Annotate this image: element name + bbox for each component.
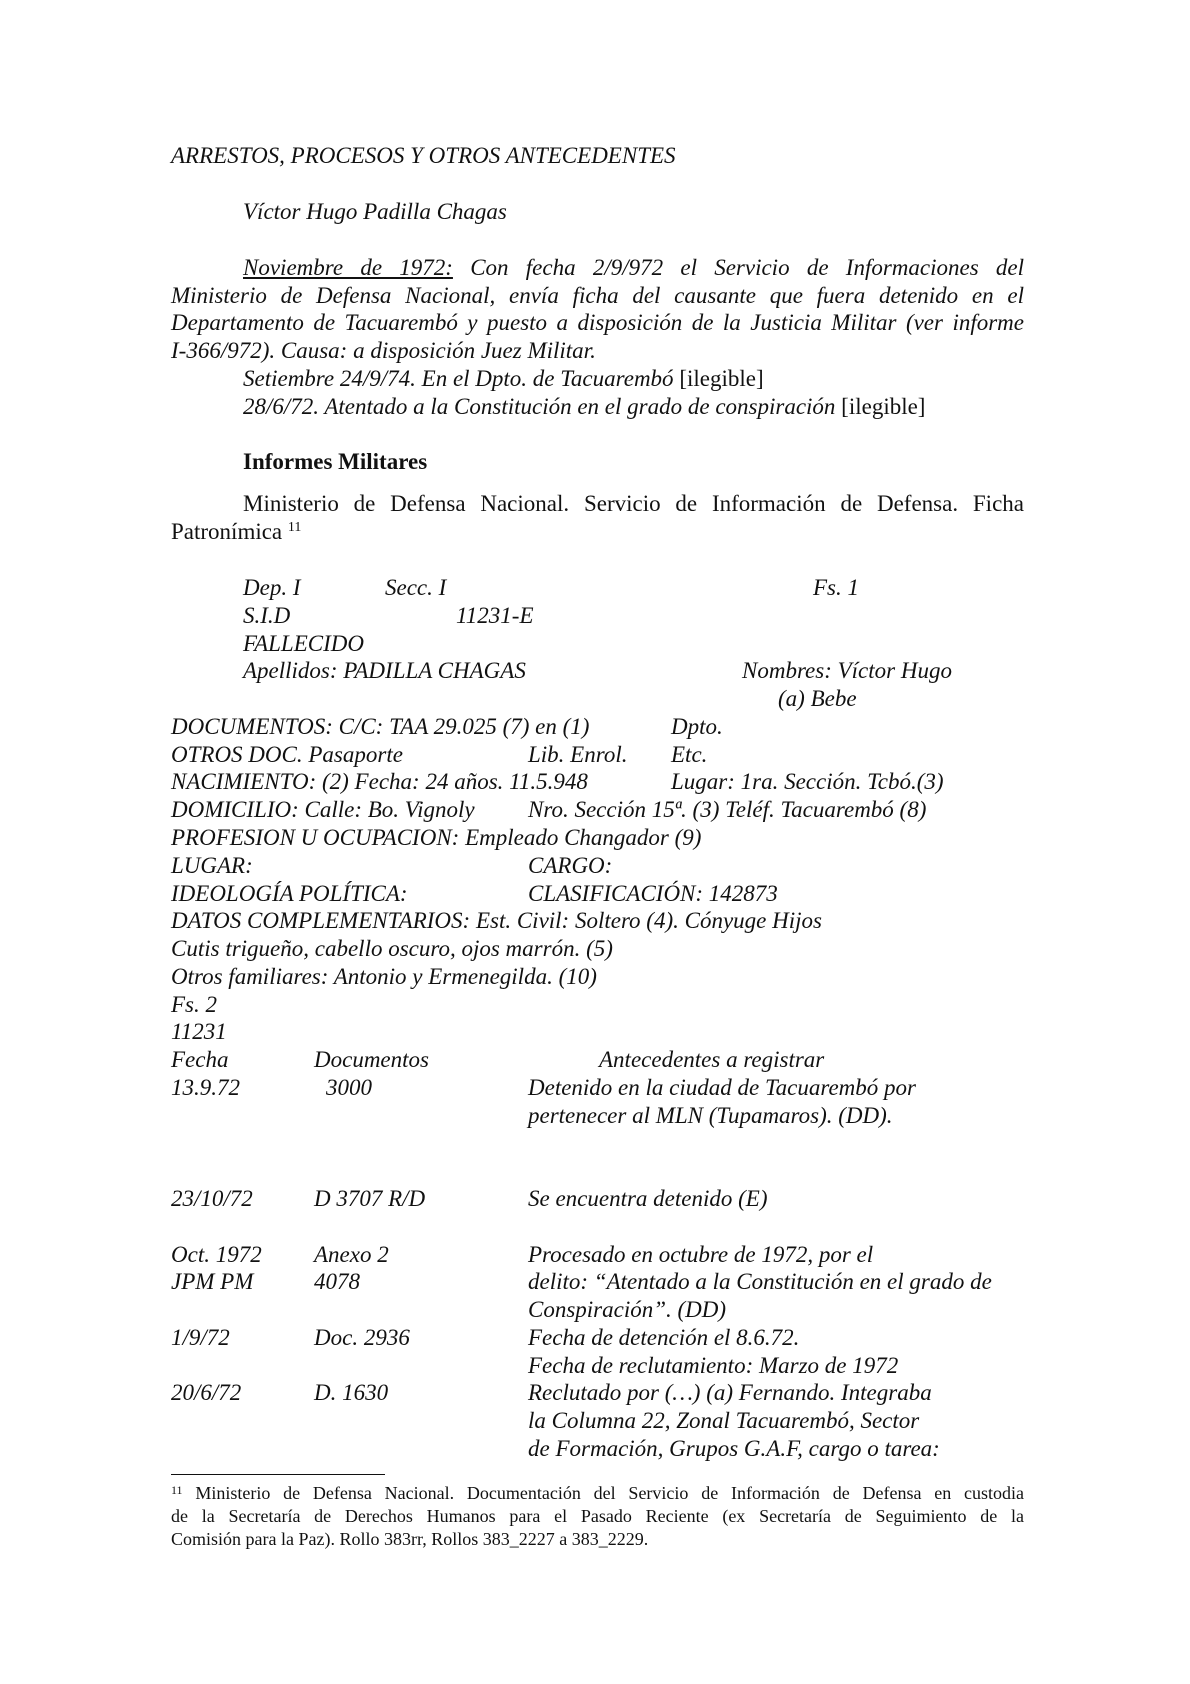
- ficha-dep: Dep. I: [243, 575, 301, 600]
- table-row-5-line2: la Columna 22, Zonal Tacuarembó, Sector: [528, 1408, 920, 1433]
- ficha-sid: S.I.D: [243, 603, 291, 628]
- intro-line5-text: Setiembre 24/9/74. En el Dpto. de Tacuarembó: [243, 366, 674, 391]
- section-title: Informes Militares: [243, 449, 428, 474]
- ficha-number2: 11231: [171, 1019, 227, 1044]
- table-row-3-fecha2: JPM PM: [171, 1269, 254, 1294]
- table-row-5-line3: de Formación, Grupos G.A.F, cargo o tarea:: [528, 1436, 940, 1461]
- table-row-1-line1: Detenido en la ciudad de Tacuarembó por: [528, 1075, 916, 1100]
- ministry-line1: Ministerio de Defensa Nacional. Servicio de Información de Defensa. Ficha: [243, 491, 1024, 516]
- ficha-lugar: LUGAR:: [171, 853, 253, 878]
- ficha-profesion: PROFESION U OCUPACION: Empleado Changador (9): [171, 825, 702, 850]
- ministry-paragraph: [171, 490, 1024, 545]
- ficha-nacimiento: NACIMIENTO: (2) Fecha: 24 años. 11.5.948: [171, 769, 588, 794]
- table-row-3-line2: delito: “Atentado a la Constitución en el grado de: [528, 1269, 992, 1294]
- intro-line2: Ministerio de Defensa Nacional, envía ficha del causante que fuera detenido en el: [171, 282, 1024, 308]
- ficha-domicilio: DOMICILIO: Calle: Bo. Vignoly: [171, 797, 475, 822]
- footnote-number: 11: [171, 1483, 183, 1497]
- table-row-3-fecha: Oct. 1972: [171, 1242, 262, 1267]
- ficha-fs2: Fs. 2: [171, 992, 217, 1017]
- footnote: [171, 1482, 1024, 1551]
- ficha-otros-doc: OTROS DOC. Pasaporte: [171, 742, 403, 767]
- heading: ARRESTOS, PROCESOS Y OTROS ANTECEDENTES: [171, 143, 676, 168]
- intro-line6: [243, 393, 925, 421]
- ficha-etc: Etc.: [671, 742, 708, 767]
- table-row-4-fecha: 1/9/72: [171, 1325, 230, 1350]
- ficha-documentos-dpto: Dpto.: [671, 714, 723, 739]
- table-row-3-line1: Procesado en octubre de 1972, por el: [528, 1242, 874, 1267]
- table-row-4-doc: Doc. 2936: [314, 1325, 410, 1350]
- intro-line6-text: 28/6/72. Atentado a la Constitución en el grado de conspiración: [243, 394, 836, 419]
- ficha-secc: Secc. I: [385, 575, 447, 600]
- table-row-1-doc: 3000: [326, 1075, 372, 1100]
- table-row-3-doc: Anexo 2: [314, 1242, 389, 1267]
- intro-line5: [243, 365, 764, 393]
- ficha-lugar-nac: Lugar: 1ra. Sección. Tcbó.(3): [671, 769, 944, 794]
- intro-line4: I-366/972). Causa: a disposición Juez Militar.: [171, 337, 596, 363]
- intro-date-label: Noviembre de 1972:: [243, 255, 453, 280]
- table-header-antecedentes: Antecedentes a registrar: [599, 1047, 825, 1072]
- ficha-apellidos: Apellidos: PADILLA CHAGAS: [243, 658, 526, 683]
- footnote-line2: de la Secretaría de Derechos Humanos para el Pasado Reciente (ex Secretaría de Seguimiento de la: [171, 1506, 1024, 1526]
- ficha-cutis: Cutis trigueño, cabello oscuro, ojos marrón. (5): [171, 936, 613, 961]
- ficha-nombres: Nombres: Víctor Hugo: [742, 658, 952, 683]
- table-row-5-doc: D. 1630: [314, 1380, 389, 1405]
- table-row-3-line3: Conspiración”. (DD): [528, 1297, 727, 1322]
- intro-line6-note: [ilegible]: [841, 394, 926, 419]
- ficha-domicilio-nro: Nro. Sección 15ª. (3) Teléf. Tacuarembó (8): [528, 797, 927, 822]
- ficha-otros-familiares: Otros familiares: Antonio y Ermenegilda. (10): [171, 964, 597, 989]
- table-header-documentos: Documentos: [314, 1047, 429, 1072]
- table-row-2-fecha: 23/10/72: [171, 1186, 253, 1211]
- table-row-2-doc: D 3707 R/D: [314, 1186, 426, 1211]
- ficha-documentos: DOCUMENTOS: C/C: TAA 29.025 (7) en (1): [171, 714, 590, 739]
- ministry-line2: Patronímica: [171, 518, 283, 544]
- footnote-line1: Ministerio de Defensa Nacional. Documentación del Servicio de Información de Defensa en custodia: [195, 1483, 1025, 1503]
- intro-line5-note: [ilegible]: [679, 366, 764, 391]
- intro-line3: Departamento de Tacuarembó y puesto a disposición de la Justicia Militar (ver informe: [171, 310, 1024, 335]
- table-row-4-line2: Fecha de reclutamiento: Marzo de 1972: [528, 1353, 899, 1378]
- table-row-5-fecha: 20/6/72: [171, 1380, 242, 1405]
- intro-line1: Con fecha 2/9/972 el Servicio de Informaciones del: [470, 255, 1024, 280]
- ficha-cargo: CARGO:: [528, 853, 613, 878]
- ficha-clasificacion: CLASIFICACIÓN: 142873: [528, 881, 778, 906]
- ficha-ideologia: IDEOLOGÍA POLÍTICA:: [171, 881, 408, 906]
- footnote-separator: [171, 1474, 385, 1475]
- person-name: Víctor Hugo Padilla Chagas: [243, 199, 507, 224]
- table-row-1-fecha: 13.9.72: [171, 1075, 240, 1100]
- table-header-fecha: Fecha: [171, 1047, 229, 1072]
- ficha-fs1: Fs. 1: [813, 575, 859, 600]
- ficha-number: 11231-E: [456, 603, 534, 628]
- table-row-2-line1: Se encuentra detenido (E): [528, 1186, 768, 1211]
- ficha-lib-enrol: Lib. Enrol.: [528, 742, 628, 767]
- table-row-3-doc2: 4078: [314, 1269, 360, 1294]
- ficha-datos-complementarios: DATOS COMPLEMENTARIOS: Est. Civil: Soltero (4). Cónyuge Hijos: [171, 908, 822, 933]
- intro-paragraph: [171, 254, 1024, 364]
- ficha-alias: (a) Bebe: [778, 686, 857, 711]
- ficha-status: FALLECIDO: [243, 631, 364, 656]
- table-row-5-line1: Reclutado por (…) (a) Fernando. Integraba: [528, 1380, 932, 1405]
- table-row-1-line2: pertenecer al MLN (Tupamaros). (DD).: [528, 1103, 893, 1128]
- footnote-line3: Comisión para la Paz). Rollo 383rr, Rollos 383_2227 a 383_2229.: [171, 1529, 649, 1549]
- table-row-4-line1: Fecha de detención el 8.6.72.: [528, 1325, 800, 1350]
- footnote-ref: 11: [287, 519, 302, 535]
